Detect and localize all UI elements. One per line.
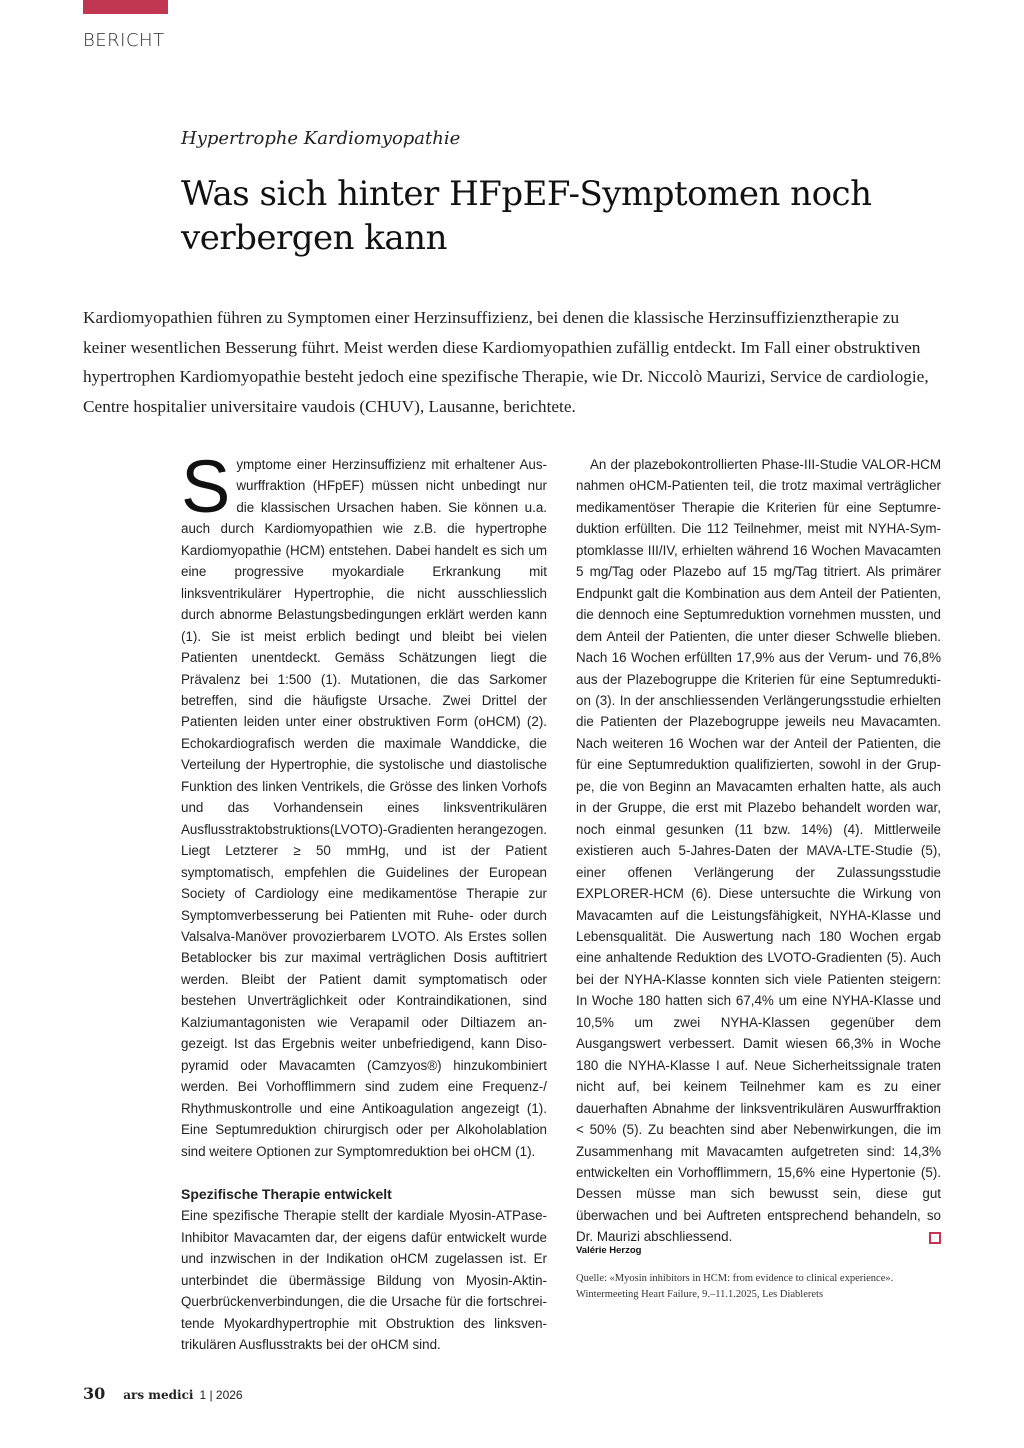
- body-paragraph: [181, 445, 547, 1162]
- drop-cap: S: [181, 445, 231, 528]
- paragraph-text: ymptome einer Herzinsuffizienz mit erhaltener Auswurffraktion (HFpEF) müssen nicht unbedingt nur die klassischen Ursachen haben. Sie können u.a. auch durch Kardiomyopathien wie z.B. die hypertrophe Kardiomyopathie (HCM) entstehen. Dabei handelt es sich um eine progressive myokardiale Erkrankung mit linksventrikulärer Hypertrophie, die nicht ausschliesslich durch abnorme Belastungsbedingungen erklärt werden kann (1). Sie ist meist erblich bedingt und bleibt bei vielen Patienten unentdeckt. Gemäss Schätzungen liegt die Prävalenz bei 1:500 (1). Mutationen, die das Sarkomer betreffen, sind die häufigste Ursache. Zwei Drittel der Patienten leiden unter einer obstruktiven Form (oHCM) (2). Echokardiografisch werden die maximale Wanddicke, die Verteilung der Hypertrophie, die systolische und diastolische Funktion des linken Ventrikels, die Grösse des linken Vorhofs und das Vorhandensein eines linksventrikulären Ausflusstraktobstruktions(LVOTO)-Gradienten herangezogen. Liegt Letzterer ≥ 50 mmHg, und ist der Patient symptomatisch, empfehlen die Guidelines der European Society of Cardiology eine medikamentöse Therapie zur Symptomverbesserung bei Patienten mit Ruhe- oder durch Valsalva-Manöver provozierbarem LVOTO. Als Erstes sollen Betablocker bis zur maximal verträglichen Dosis auftitriert werden. Bleibt der Patient damit symptomatisch oder bestehen Unverträglichkeit oder Kontraindikationen, sind Kalziumantagonisten wie Verapamil oder Diltiazem angezeigt. Ist das Ergebnis weiter unbefriedigend, kann Disopyramid oder Mavacamten (Camzyos®) hinzukombiniert werden. Bei Vorhofflimmern sind zudem eine Frequenz-/ Rhythmuskontrolle und eine Antikoagulation angezeigt (1). Eine Septumreduktion chirurgisch oder per Alkoholablation sind weitere Optionen zur Symptomreduktion bei oHCM (1).: [181, 457, 547, 1159]
- body-paragraph: [576, 454, 941, 1248]
- left-column: [181, 445, 547, 1356]
- section-label: BERICHT: [83, 30, 165, 51]
- source-citation: Quelle: «Myosin inhibitors in HCM: from evidence to clinical experience». Wintermeeting Heart Failure, 9.–11.1.2025, Les Diablerets: [576, 1273, 894, 1300]
- author-name: Valérie Herzog: [576, 1245, 642, 1256]
- article-title: Was sich hinter HFpEF-Symptomen noch verbergen kann: [181, 174, 872, 258]
- body-paragraph: Eine spezifische Therapie stellt der kardiale Myosin-ATPase-Inhibitor Mavacamten dar, der eigens dafür entwickelt wurde und inzwischen in der Indikation oHCM zugelassen ist. Er unterbindet die übermässige Bildung von Myosin-Aktin-Querbrückenverbindungen, die die Ursache für die fortschreitende Myokardhypertrophie mit Obstruktion des linksventrikulären Ausflusstrakts bei der oHCM sind.: [181, 1208, 547, 1353]
- article-kicker: Hypertrophe Kardiomyopathie: [181, 128, 461, 149]
- publication-name: ars medici: [123, 1388, 194, 1402]
- page-number: 30: [83, 1384, 106, 1403]
- right-column: [576, 454, 941, 1248]
- issue-number: 1 | 2026: [199, 1388, 243, 1402]
- paragraph-text: An der plazebokontrollierten Phase-III-Studie VALOR-HCM nahmen oHCM-Patienten teil, die trotz maximal verträglicher medikamentöser Therapie die Kriterien für eine Septumreduktion erfüllten. Die 112 Teilnehmer, meist mit NYHA-Symptomklasse III/IV, erhielten während 16 Wochen Mavacamten 5 mg/Tag oder Plazebo auf 15 mg/Tag titriert. Als primärer Endpunkt galt die Kombination aus dem Anteil der Patienten, die dennoch eine Septumreduktion vornehmen mussten, und dem Anteil der Patienten, die unter dieser Schwelle blieben. Nach 16 Wochen erfüllten 17,9% aus der Verum- und 76,8% aus der Plazebogruppe die Kriterien für eine Septumreduktion (3). In der anschliessenden Verlängerungsstudie erhielten die Patienten der Plazebogruppe jeweils neu Mavacamten. Nach weiteren 16 Wochen war der Anteil der Patienten, die für eine Septumreduktion qualifizierten, sowohl in der Gruppe, die von Beginn an Mavacamten erhalten hatte, als auch in der Gruppe, die erst mit Plazebo behandelt worden war, noch einmal gesunken (11 bzw. 14%) (4). Mittlerweile existieren auch 5-Jahres-Daten der MAVA-LTE-Studie (5), einer offenen Verlängerung der Zulassungsstudie EXPLORER-HCM (6). Diese untersuchte die Wirkung von Mavacamten auf die Leistungsfähigkeit, NYHA-Klasse und Lebensqualität. Die Auswertung nach 180 Wochen ergab eine anhaltende Reduktion des LVOTO-Gradienten (5). Auch bei der NYHA-Klasse konnten sich viele Patienten steigern: In Woche 180 hatten sich 67,4% um eine NYHA-Klasse und 10,5% um zwei NYHA-Klassen gegenüber dem Ausgangswert verbessert. Damit wiesen 66,3% in Woche 180 die NYHA-Klasse I auf. Neue Sicherheitssignale traten nicht auf, bei keinem Teilnehmer kam es zu einer dauerhaften Abnahme der linksventrikulären Auswurffraktion < 50% (5). Zu beachten sind aber Nebenwirkungen, die im Zusammenhang mit Mavacamten aufgetreten sind: 14,3% entwickelten ein Vorhofflimmern, 15,6% eine Hypertonie (5). Dessen müsse man sich bewusst sein, diese gut überwachen und bei Auftreten entsprechend behandeln, so Dr. Maurizi abschliessend.: [576, 457, 941, 1245]
- section-color-bar: [83, 0, 168, 14]
- page-footer: [83, 1384, 243, 1403]
- end-mark-icon: [929, 1232, 941, 1244]
- article-lead: Kardiomyopathien führen zu Symptomen einer Herzinsuffizienz, bei denen die klassische Herzinsuffizienztherapie zu keiner wesentlichen Besserung führt. Meist werden diese Kardiomyopathien zufällig entdeckt. Im Fall einer obstruktiven hypertrophen Kardiomyopathie besteht jedoch eine spezifische Therapie, wie Dr. Niccolò Maurizi, Service de cardiologie, Centre hospitalier universitaire vaudois (CHUV), Lausanne, berichtete.: [83, 308, 929, 416]
- subheading: Spezifische Therapie entwickelt: [181, 1185, 392, 1202]
